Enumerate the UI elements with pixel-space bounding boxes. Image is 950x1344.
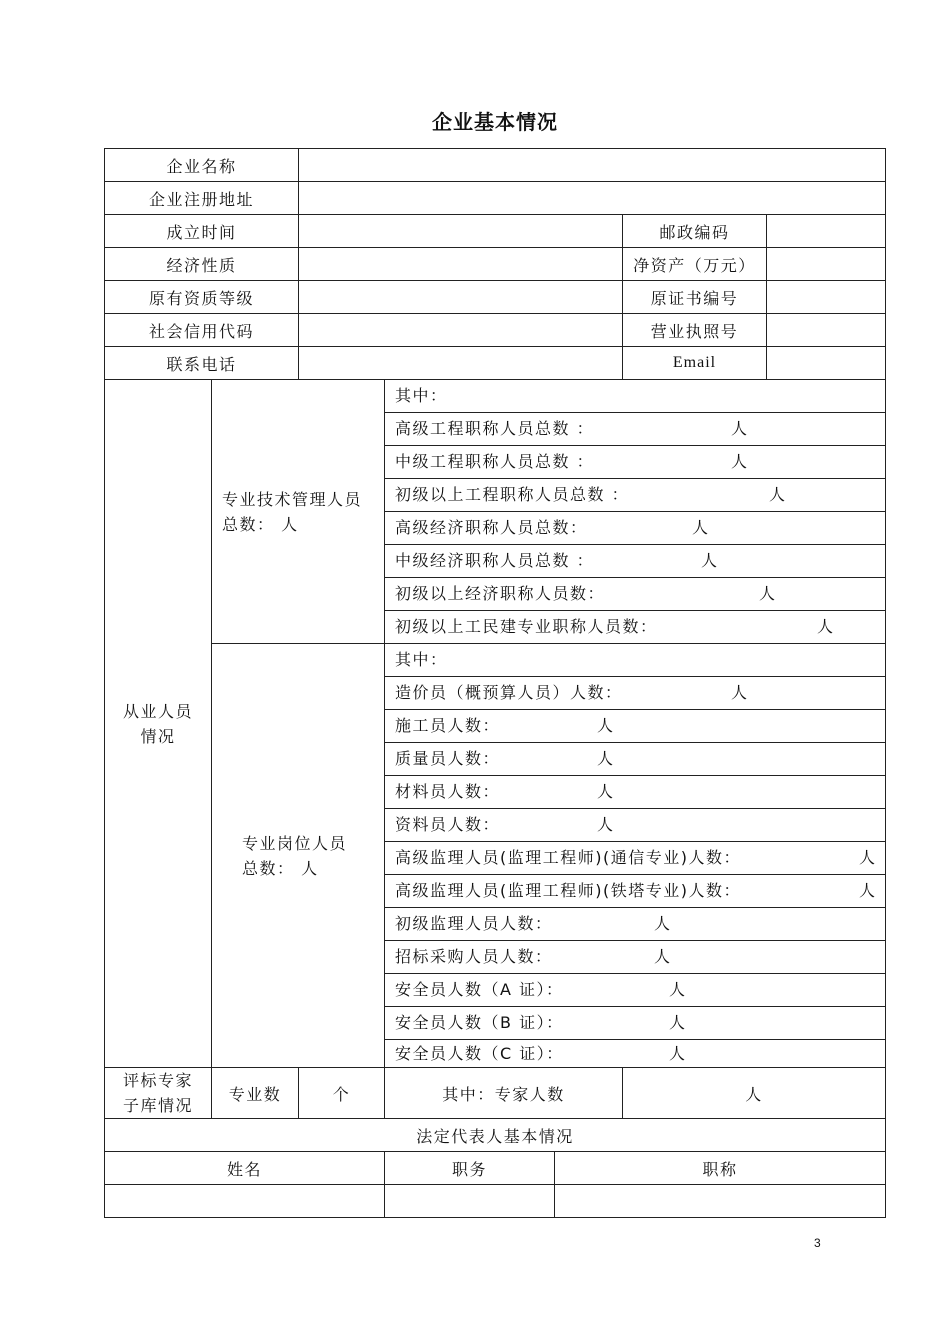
post-row[interactable]	[385, 677, 886, 710]
economic-nature-label: 经济性质	[105, 248, 299, 281]
post-row	[385, 644, 886, 677]
row-legal-rep-columns	[105, 1152, 886, 1185]
postcode-label: 邮政编码	[623, 215, 767, 248]
unit-label: 人	[669, 980, 687, 999]
cert-no-label: 原证书编号	[623, 281, 767, 314]
email-field[interactable]	[767, 347, 886, 380]
row-credit-code	[105, 314, 886, 347]
unit-label: 人	[731, 452, 749, 471]
post-row[interactable]	[385, 809, 886, 842]
legal-rep-title-header: 职称	[555, 1152, 886, 1185]
post-row-label: 高级监理人员(监理工程师)(通信专业)人数：	[395, 848, 741, 867]
tech-row[interactable]	[385, 413, 886, 446]
legal-rep-name-field[interactable]	[105, 1185, 385, 1218]
net-assets-label: 净资产（万元）	[623, 248, 767, 281]
major-count-field[interactable]	[299, 1068, 385, 1119]
unit-label: 人	[817, 617, 835, 636]
registered-address-field[interactable]	[299, 182, 886, 215]
staff-row	[105, 644, 886, 677]
unit-label: 人	[669, 1013, 687, 1032]
post-row-label: 材料员人数：	[395, 782, 501, 801]
legal-rep-position-field[interactable]	[385, 1185, 555, 1218]
post-row[interactable]	[385, 875, 886, 908]
unit-label: 人	[654, 914, 672, 933]
qualification-field[interactable]	[299, 281, 623, 314]
post-row[interactable]	[385, 941, 886, 974]
tech-row[interactable]	[385, 545, 886, 578]
established-field[interactable]	[299, 215, 623, 248]
legal-rep-position-header: 职务	[385, 1152, 555, 1185]
tech-row-label: 初级以上工民建专业职称人员数：	[395, 617, 658, 636]
tech-row	[385, 380, 886, 413]
unit-label: 人	[759, 584, 777, 603]
staff-section-label: 从业人员情况	[105, 380, 212, 1068]
major-unit: 个	[332, 1084, 351, 1104]
post-row[interactable]	[385, 776, 886, 809]
expert-count-label: 其中：专家人数	[385, 1068, 623, 1119]
post-row-label: 安全员人数（A 证）：	[395, 980, 564, 999]
major-count-label: 专业数	[212, 1068, 299, 1119]
staff-row	[105, 380, 886, 413]
unit-label: 人	[731, 419, 749, 438]
tech-row-label: 高级经济职称人员总数：	[395, 518, 588, 537]
expert-unit: 人	[745, 1084, 763, 1104]
row-contact	[105, 347, 886, 380]
post-row[interactable]	[385, 710, 886, 743]
row-legal-rep-header	[105, 1119, 886, 1152]
unit-label: 人	[731, 683, 749, 702]
unit-label: 人	[597, 749, 615, 768]
tech-row-label: 其中：	[395, 386, 448, 405]
unit-label: 人	[701, 551, 719, 570]
registered-address-label: 企业注册地址	[105, 182, 299, 215]
unit-label: 人	[654, 947, 672, 966]
tech-row[interactable]	[385, 479, 886, 512]
post-row-label: 资料员人数：	[395, 815, 501, 834]
legal-rep-section-label: 法定代表人基本情况	[105, 1119, 886, 1152]
post-row-label: 初级监理人员人数：	[395, 914, 553, 933]
qualification-label: 原有资质等级	[105, 281, 299, 314]
row-qualification	[105, 281, 886, 314]
tech-row[interactable]	[385, 578, 886, 611]
unit-label: 人	[859, 848, 877, 867]
tech-row[interactable]	[385, 512, 886, 545]
tech-row-label: 初级以上工程职称人员总数 ：	[395, 485, 630, 504]
post-row-label: 造价员（概预算人员）人数：	[395, 683, 623, 702]
post-row-label: 其中：	[395, 650, 448, 669]
post-row[interactable]	[385, 842, 886, 875]
postcode-field[interactable]	[767, 215, 886, 248]
enterprise-name-label: 企业名称	[105, 149, 299, 182]
tech-row-label: 中级经济职称人员总数 ：	[395, 551, 595, 570]
post-staff-total-label: 专业岗位人员总数： 人	[212, 644, 385, 1068]
row-expert	[105, 1068, 886, 1119]
row-established	[105, 215, 886, 248]
page-title: 企业基本情况	[432, 110, 558, 134]
unit-label: 人	[769, 485, 787, 504]
enterprise-name-field[interactable]	[299, 149, 886, 182]
email-label: Email	[623, 347, 767, 380]
business-license-field[interactable]	[767, 314, 886, 347]
post-row[interactable]	[385, 743, 886, 776]
tech-row[interactable]	[385, 611, 886, 644]
row-legal-rep-values	[105, 1185, 886, 1218]
tech-row[interactable]	[385, 446, 886, 479]
tech-staff-total-label: 专业技术管理人员总数： 人	[212, 380, 385, 644]
post-row[interactable]	[385, 1040, 886, 1068]
economic-nature-field[interactable]	[299, 248, 623, 281]
expert-library-label: 评标专家子库情况	[105, 1068, 212, 1119]
legal-rep-title-field[interactable]	[555, 1185, 886, 1218]
unit-label: 人	[597, 815, 615, 834]
tech-row-label: 初级以上经济职称人员数：	[395, 584, 606, 603]
established-label: 成立时间	[105, 215, 299, 248]
tech-row-label: 高级工程职称人员总数 ：	[395, 419, 595, 438]
post-row-label: 安全员人数（B 证）：	[395, 1013, 564, 1032]
phone-field[interactable]	[299, 347, 623, 380]
post-row-label: 安全员人数（C 证）：	[395, 1044, 564, 1063]
phone-label: 联系电话	[105, 347, 299, 380]
post-row[interactable]	[385, 1007, 886, 1040]
row-economic	[105, 248, 886, 281]
post-row-label: 招标采购人员人数：	[395, 947, 553, 966]
legal-rep-name-header: 姓名	[105, 1152, 385, 1185]
post-row-label: 高级监理人员(监理工程师)(铁塔专业)人数：	[395, 881, 741, 900]
unit-label: 人	[597, 782, 615, 801]
business-license-label: 营业执照号	[623, 314, 767, 347]
unit-label: 人	[597, 716, 615, 735]
post-row[interactable]	[385, 908, 886, 941]
cert-no-field[interactable]	[767, 281, 886, 314]
post-row-label: 质量员人数：	[395, 749, 501, 768]
enterprise-info-table	[104, 148, 886, 1218]
unit-label: 人	[669, 1044, 687, 1063]
unit-label: 人	[692, 518, 710, 537]
post-row-label: 施工员人数：	[395, 716, 501, 735]
row-registered-address	[105, 182, 886, 215]
credit-code-label: 社会信用代码	[105, 314, 299, 347]
unit-label: 人	[859, 881, 877, 900]
post-row[interactable]	[385, 974, 886, 1007]
tech-row-label: 中级工程职称人员总数 ：	[395, 452, 595, 471]
credit-code-field[interactable]	[299, 314, 623, 347]
expert-count-field[interactable]	[623, 1068, 886, 1119]
page-number: 3	[814, 1236, 821, 1250]
row-enterprise-name	[105, 149, 886, 182]
net-assets-field[interactable]	[767, 248, 886, 281]
